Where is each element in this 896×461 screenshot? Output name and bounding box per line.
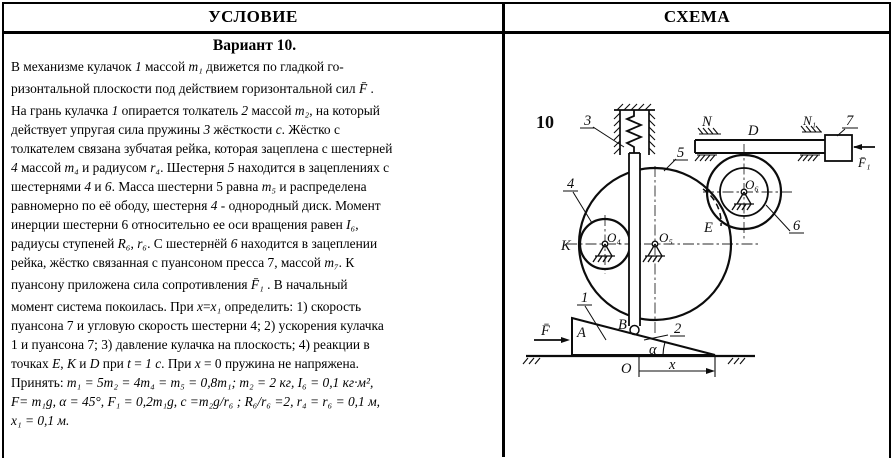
support-hatching [695, 126, 822, 161]
condition-line: инерции шестерни 6 относительно ее оси вращения равен I₆, [11, 217, 359, 232]
point-O5: O₅ [659, 230, 673, 245]
leader-lines [563, 127, 804, 233]
label-spring-3: 3 [584, 113, 592, 129]
condition-line: равномерно по её ободу, шестерня 4 - однородный диск. Момент [11, 198, 381, 213]
condition-line: ризонтальной плоскости под действием горизонтальной сил F̄ . [11, 81, 374, 96]
schema-variant-number: 10 [536, 112, 554, 132]
header-condition: УСЛОВИЕ [208, 7, 298, 26]
pusher-rod-2 [629, 153, 640, 335]
point-N1: N₁ [803, 113, 817, 128]
point-O6: O₆ [745, 177, 759, 192]
label-gear-4: 4 [567, 176, 575, 192]
force-F-arrow [534, 337, 570, 343]
condition-text [11, 57, 498, 430]
rack-bar-7 [695, 126, 825, 161]
condition-line: 1 и пуансона 7; 3) давление кулачка на плоскость; 4) реакции в [11, 337, 370, 352]
label-gear-5: 5 [677, 145, 685, 161]
label-punch-7: 7 [846, 113, 854, 129]
label-pusher-2: 2 [674, 321, 682, 337]
label-cam-1: 1 [581, 290, 589, 306]
variant-title: Вариант 10. [212, 37, 297, 54]
point-K: K [561, 238, 571, 254]
condition-line: x₁ = 0,1 м. [11, 413, 70, 428]
force-F-label: F̄ [541, 323, 550, 339]
condition-line: 4 массой m₄ и радиусом r₄. Шестерня 5 находится в зацеплениях с [11, 160, 390, 175]
point-N: N [702, 114, 712, 130]
condition-line: На грань кулачка 1 опирается толкатель 2 массой m₂, на который [11, 103, 380, 118]
point-E: E [704, 220, 713, 236]
condition-line: точках E, K и D при t = 1 с. При x = 0 пружина не напряжена. [11, 356, 359, 371]
point-O: O [621, 361, 632, 377]
point-A: A [577, 325, 586, 341]
condition-cell [11, 37, 498, 430]
point-O4: O₄ [607, 230, 621, 245]
condition-line: пуансона 7 и угловую скорость шестерни 4; 2) ускорения кулачка [11, 318, 384, 333]
condition-line: пуансону приложена сила сопротивления F̄₁ . В начальный [11, 277, 348, 292]
header-schema: СХЕМА [663, 7, 731, 26]
spring-3 [614, 104, 655, 155]
condition-line: F= m₁g, α = 45°, F₁ = 0,2m₁g, c =m₂g/r₆ ; R₆/r₆ =2, r₄ = r₆ = 0,1 м, [11, 394, 380, 409]
force-F1-label: F̄₁ [858, 155, 871, 170]
point-B: B [618, 317, 627, 333]
condition-line: Принять: m₁ = 5m₂ = 4m₄ = m₅ = 0,8m₁; m₂ = 2 кг, I₆ = 0,1 кг·м², [11, 375, 374, 390]
force-F1-arrow [853, 144, 875, 150]
condition-line: действует упругая сила пружины 3 жёсткости с. Жёстко с [11, 122, 340, 137]
punch-7-box [825, 128, 858, 161]
angle-alpha-arc [663, 342, 665, 355]
dimension-x-label: x [669, 357, 676, 373]
angle-alpha-label: α [649, 342, 657, 358]
condition-line: толкателем связана зубчатая рейка, которая зацеплена с шестерней [11, 141, 393, 156]
point-D: D [748, 123, 759, 139]
problem-table [2, 2, 891, 458]
condition-line: В механизме кулачок 1 массой m₁ движется по гладкой го- [11, 59, 344, 74]
cam-wedge-1 [572, 305, 715, 355]
condition-line: шестернями 4 и 6. Масса шестерни 5 равна m₅ и распределена [11, 179, 367, 194]
schema-figure [504, 34, 895, 461]
condition-line: рейка, жёстко связанная с пуансоном пресса 7, массой m₇. К [11, 255, 355, 270]
spring-coil [627, 110, 641, 153]
condition-line: момент система покоилась. При x=x₁ определить: 1) скорость [11, 299, 362, 314]
condition-line: радиусы ступеней R₆, r₆. С шестернёй 6 находится в зацеплении [11, 236, 378, 251]
dimension-x [639, 357, 715, 377]
label-gear-6: 6 [793, 218, 801, 234]
